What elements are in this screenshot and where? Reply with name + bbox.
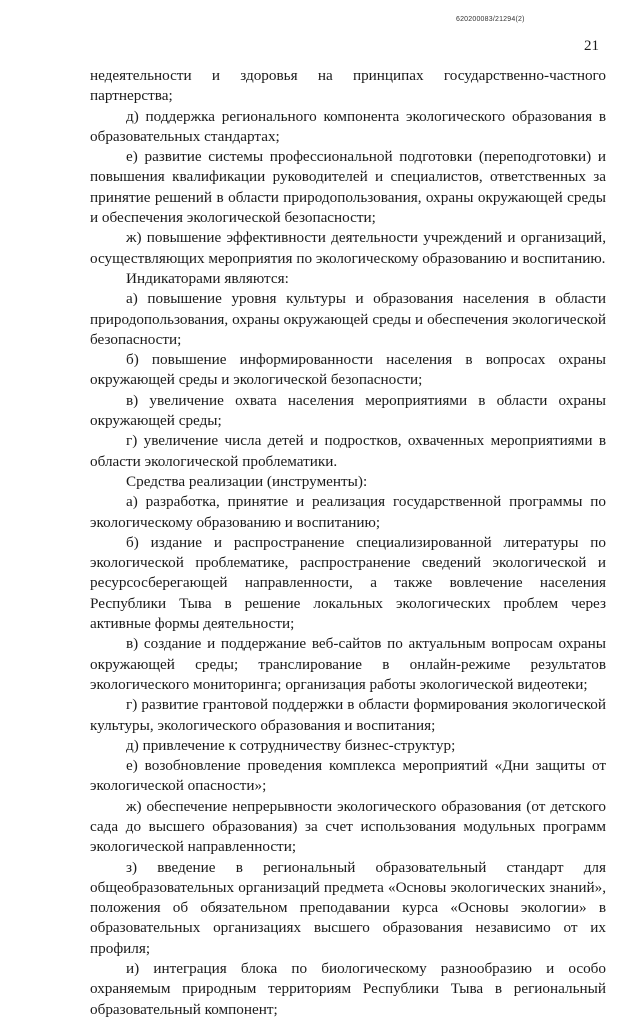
tool-e: е) возобновление проведения комплекса мероприятий «Дни защиты от экологической опасности»;: [90, 757, 606, 795]
indicator-g: г) увеличение числа детей и подростков, охваченных мероприятиями в области экологической проблематики.: [90, 432, 606, 470]
indicators-heading: Индикаторами являются:: [126, 269, 289, 287]
tool-v: в) создание и поддержание веб-сайтов по актуальным вопросам охраны окружающей среды; транслирование в онлайн-режиме результатов экологического мониторинга; организация работы экологической видеотеки;: [90, 635, 606, 693]
tool-i: и) интеграция блока по биологическому разнообразию и особо охраняемым природным территориям Республики Тыва в региональный образовательный компонент;: [90, 960, 606, 1018]
indicator-a: а) повышение уровня культуры и образования населения в области природопользования, охраны окружающей среды и обеспечения экологической безопасности;: [90, 290, 606, 348]
paragraph-continuation: недеятельности и здоровья на принципах государственно-частного партнерства;: [90, 67, 606, 105]
tool-a: а) разработка, принятие и реализация государственной программы по экологическому образованию и воспитанию;: [90, 493, 606, 531]
indicator-b: б) повышение информированности населения в вопросах охраны окружающей среды и экологической безопасности;: [90, 351, 606, 389]
document-body: [90, 66, 606, 1020]
page-number: 21: [584, 38, 599, 54]
tools-heading: Средства реализации (инструменты):: [126, 472, 368, 490]
list-item-d-regional-component: д) поддержка регионального компонента экологического образования в образовательных стандартах;: [90, 107, 606, 145]
tool-g: г) развитие грантовой поддержки в области формирования экологической культуры, экологического образования и воспитания;: [90, 696, 606, 734]
tool-z: з) введение в региональный образовательный стандарт для общеобразовательных организаций предмета «Основы экологических знаний», положения об обязательном преподавании курса «Основы экологии» в образовательных организациях высшего образования независимо от их профиля;: [90, 858, 606, 957]
indicator-v: в) увеличение охвата населения мероприятиями в области охраны окружающей среды;: [90, 391, 606, 430]
list-item-zh-efficiency: ж) повышение эффективности деятельности учреждений и организаций, осуществляющих мероприятия по экологическому образованию и воспитанию.: [90, 229, 606, 267]
tool-zh: ж) обеспечение непрерывности экологического образования (от детского сада до высшего образования) за счет использования модульных программ экологической направленности;: [90, 797, 606, 856]
list-item-e-professional-training: е) развитие системы профессиональной подготовки (переподготовки) и повышения квалификации руководителей и специалистов, ответственных за принятие решений в области природопользования, охраны окружающей среды и обеспечения экологической безопасности;: [90, 148, 606, 227]
tool-b: б) издание и распространение специализированной литературы по экологической проблематике, распространение сведений экологической и ресурсосберегающей направленности, а также вовлечение населения Республики Тыва в решение локальных экологических проблем через активные формы деятельности;: [90, 533, 606, 633]
tool-d: д) привлечение к сотрудничеству бизнес-структур;: [126, 736, 456, 754]
document-code: 620200083/21294(2): [456, 16, 525, 23]
